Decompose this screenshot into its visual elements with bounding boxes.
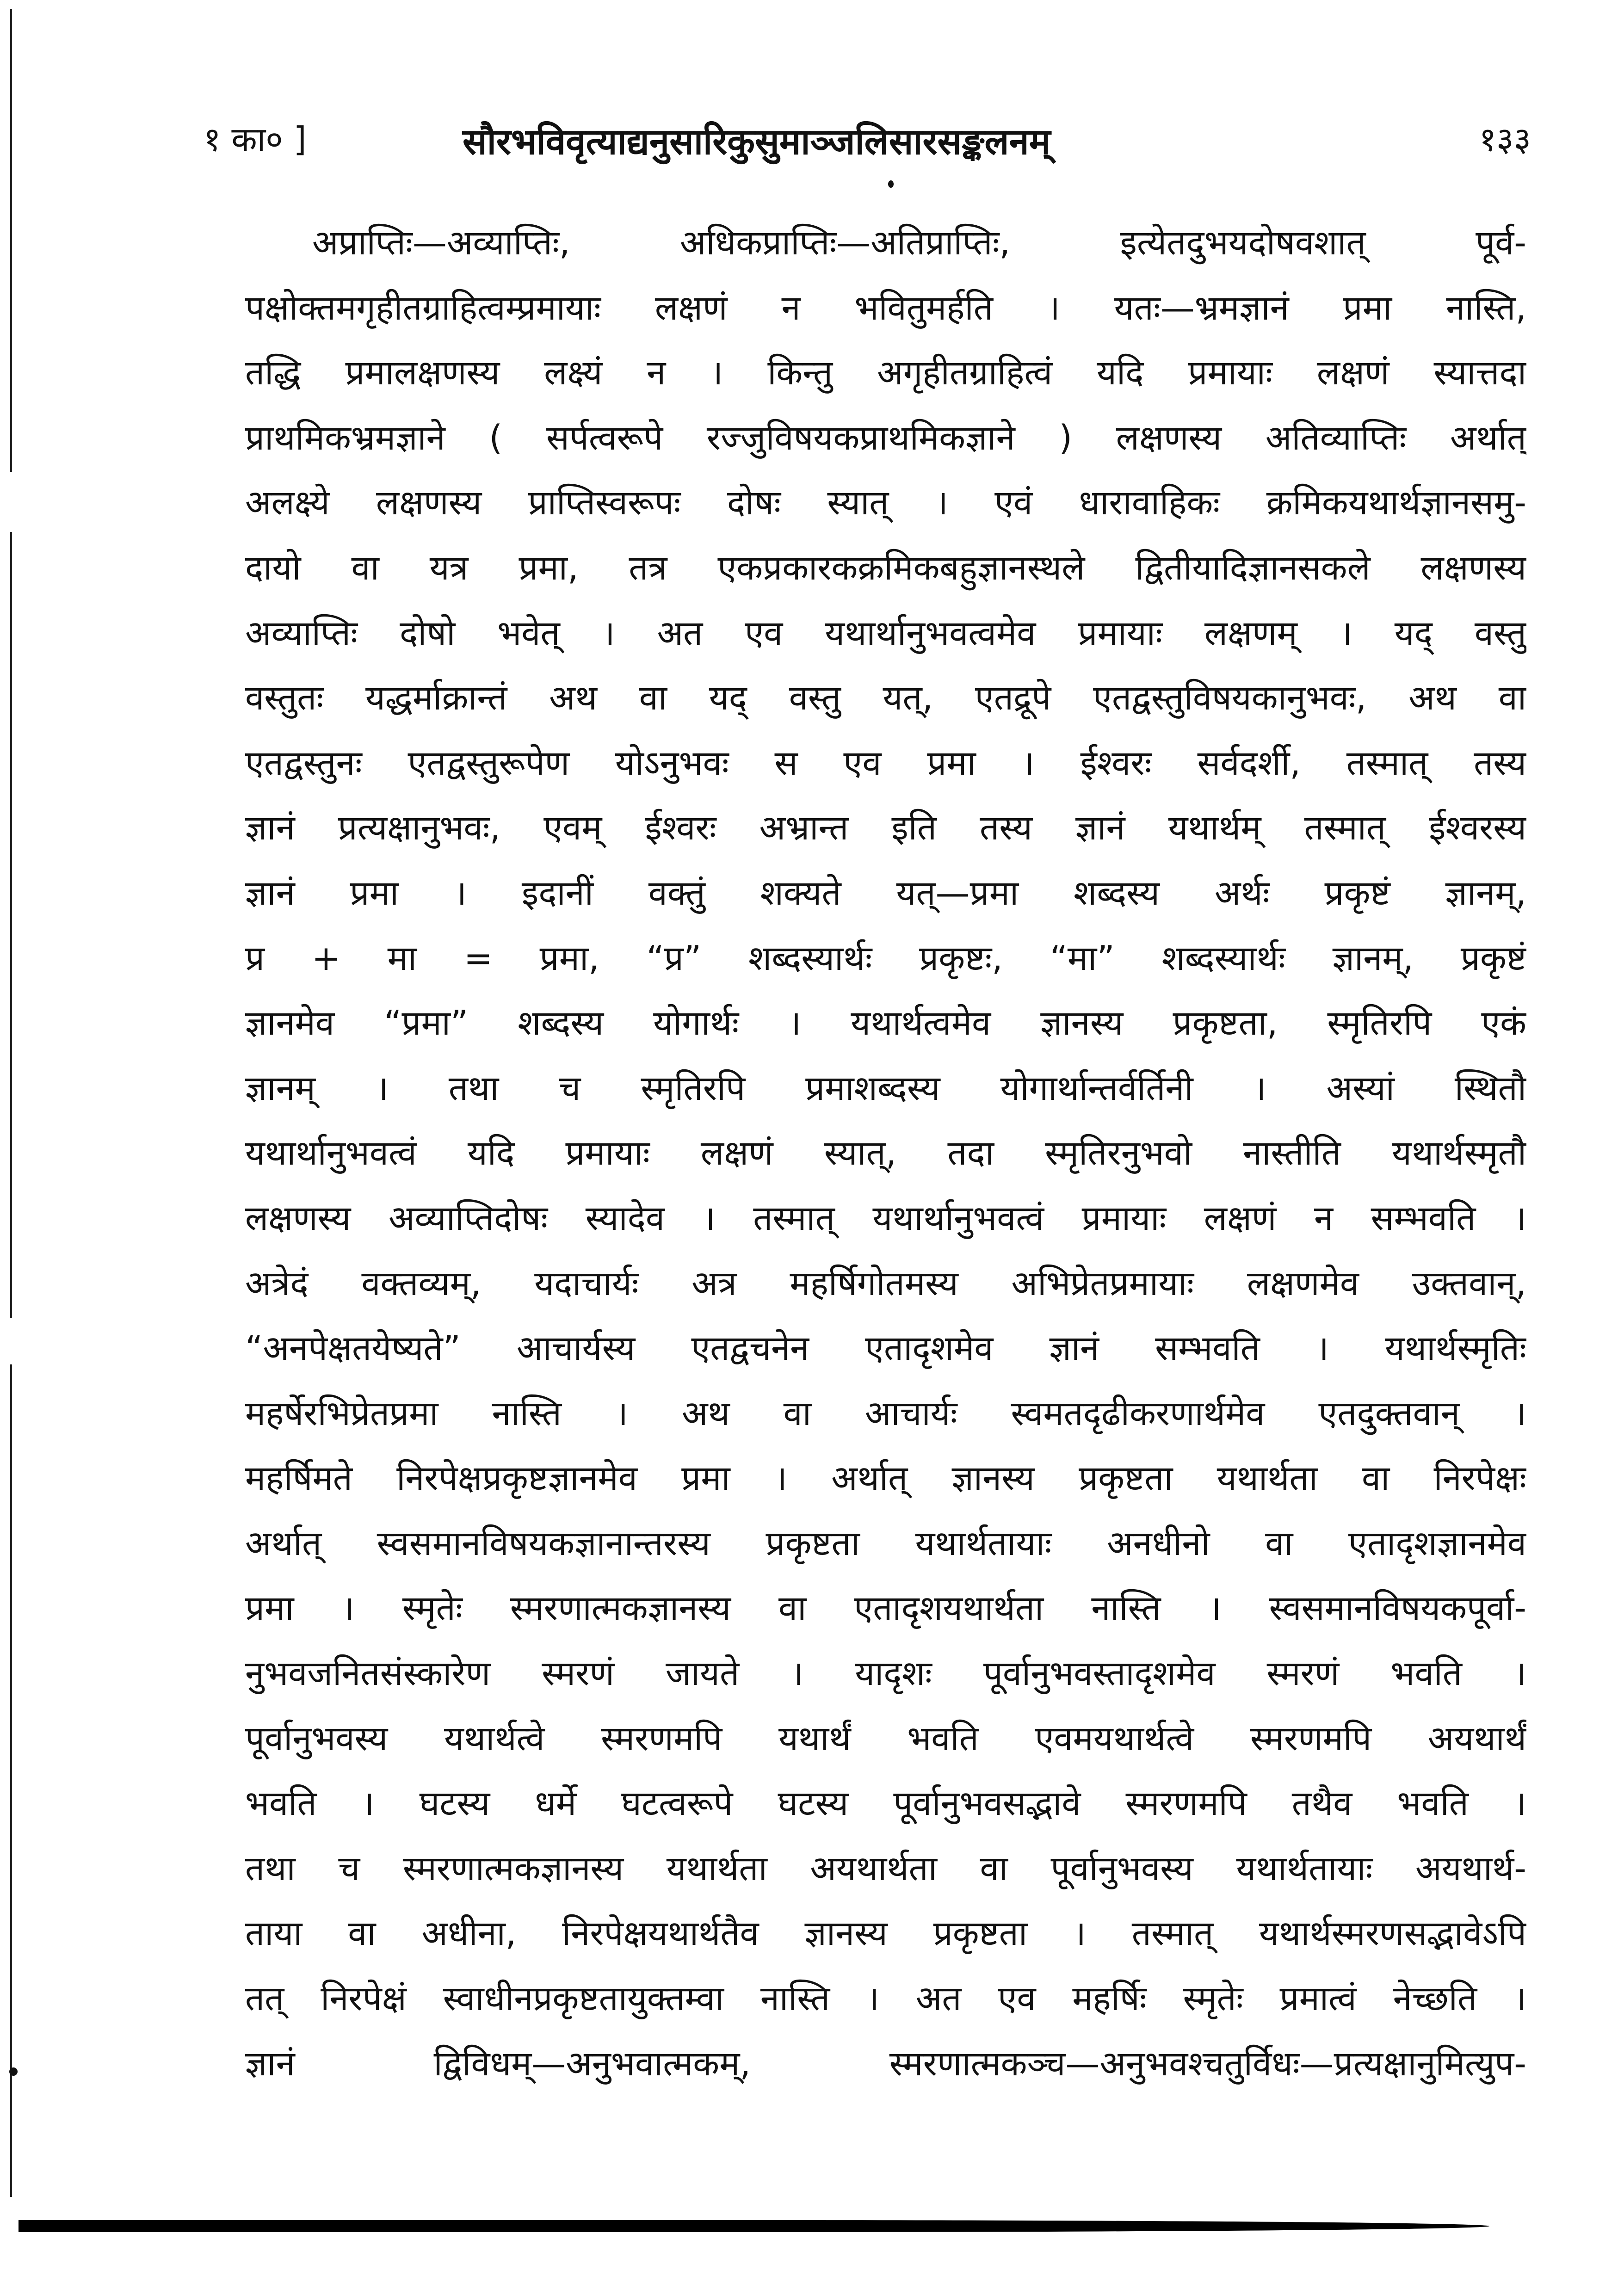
text-line: प्र + मा = प्रमा, “प्र” शब्दस्यार्थः प्रकृष्टः, “मा” शब्दस्यार्थः ज्ञानम्, प्रकृष्टं <box>245 938 1526 978</box>
text-line: अलक्ष्ये लक्षणस्य प्राप्तिस्वरूपः दोषः स्यात् । एवं धारावाहिकः क्रमिकयथार्थज्ञानसमु- <box>245 483 1526 523</box>
text-line: वस्तुतः यद्धर्माक्रान्तं अथ वा यद् वस्तु यत्, एतद्रूपे एतद्वस्तुविषयकानुभवः, अथ वा <box>245 678 1526 718</box>
scan-margin-mark <box>10 532 12 1318</box>
text-line: तद्धि प्रमालक्षणस्य लक्ष्यं न । किन्तु अगृहीतग्राहित्वं यदि प्रमायाः लक्षणं स्यात्तदा <box>245 353 1526 393</box>
text-line: ज्ञानं प्रत्यक्षानुभवः, एवम् ईश्वरः अभ्रान्त इति तस्य ज्ञानं यथार्थम् तस्मात् ईश्वरस्य <box>245 808 1526 848</box>
text-line: दायो वा यत्र प्रमा, तत्र एकप्रकारकक्रमिकबहुज्ञानस्थले द्वितीयादिज्ञानसकले लक्षणस्य <box>245 548 1526 588</box>
bottom-rule <box>19 2220 1489 2232</box>
text-line: ज्ञानं प्रमा । इदानीं वक्तुं शक्यते यत्—प्रमा शब्दस्य अर्थः प्रकृष्टं ज्ञानम्, <box>245 873 1526 913</box>
text-line: तथा च स्मरणात्मकज्ञानस्य यथार्थता अयथार्थता वा पूर्वानुभवस्य यथार्थतायाः अयथार्थ- <box>245 1848 1526 1888</box>
section-reference: १ का० ] <box>204 120 307 159</box>
text-line: भवति । घटस्य धर्मे घटत्वरूपे घटस्य पूर्वानुभवसद्भावे स्मरणमपि तथैव भवति । <box>245 1783 1526 1824</box>
text-line: अव्याप्तिः दोषो भवेत् । अत एव यथार्थानुभवत्वमेव प्रमायाः लक्षणम् । यद् वस्तु <box>245 613 1526 653</box>
running-header <box>204 116 1531 171</box>
text-line: ज्ञानं द्विविधम्—अनुभवात्मकम्, स्मरणात्मकञ्च—अनुभवश्चतुर्विधः—प्रत्यक्षानुमित्युप- <box>245 2043 1526 2084</box>
scan-speck <box>9 2067 18 2076</box>
text-line: प्राथमिकभ्रमज्ञाने ( सर्पत्वरूपे रज्जुविषयकप्राथमिकज्ञाने ) लक्षणस्य अतिव्याप्तिः अर्थात् <box>245 418 1526 458</box>
scan-margin-mark <box>10 9 12 472</box>
text-line: यथार्थानुभवत्वं यदि प्रमायाः लक्षणं स्यात्, तदा स्मृतिरनुभवो नास्तीति यथार्थस्मृतौ <box>245 1133 1526 1173</box>
text-line: “अनपेक्षतयेष्यते” आचार्यस्य एतद्वचनेन एतादृशमेव ज्ञानं सम्भवति । यथार्थस्मृतिः <box>245 1328 1526 1369</box>
text-line: अत्रेदं वक्तव्यम्, यदाचार्यः अत्र महर्षिगोतमस्य अभिप्रेतप्रमायाः लक्षणमेव उक्तवान्, <box>245 1263 1526 1303</box>
scan-speck <box>888 180 894 188</box>
text-line: पक्षोक्तमगृहीतग्राहित्वम्प्रमायाः लक्षणं न भवितुमर्हति । यतः—भ्रमज्ञानं प्रमा नास्ति, <box>245 288 1526 328</box>
text-line: ज्ञानम् । तथा च स्मृतिरपि प्रमाशब्दस्य योगार्थान्तर्वर्तिनी । अस्यां स्थितौ <box>245 1068 1526 1108</box>
page-number: १३३ <box>1479 120 1531 159</box>
text-line: एतद्वस्तुनः एतद्वस्तुरूपेण योऽनुभवः स एव प्रमा । ईश्वरः सर्वदर्शी, तस्मात् तस्य <box>245 743 1526 783</box>
text-line: महर्षेरभिप्रेतप्रमा नास्ति । अथ वा आचार्यः स्वमतदृढीकरणार्थमेव एतदुक्तवान् । <box>245 1393 1526 1433</box>
text-line: नुभवजनितसंस्कारेण स्मरणं जायते । यादृशः पूर्वानुभवस्तादृशमेव स्मरणं भवति । <box>245 1654 1526 1694</box>
text-line: प्रमा । स्मृतेः स्मरणात्मकज्ञानस्य वा एतादृशयथार्थता नास्ति । स्वसमानविषयकपूर्वा- <box>245 1588 1526 1629</box>
text-line: अर्थात् स्वसमानविषयकज्ञानान्तरस्य प्रकृष्टता यथार्थतायाः अनधीनो वा एतादृशज्ञानमेव <box>245 1523 1526 1563</box>
body-text <box>245 210 1526 2096</box>
text-line: अप्राप्तिः—अव्याप्तिः, अधिकप्राप्तिः—अतिप्राप्तिः, इत्येतदुभयदोषवशात् पूर्व- <box>312 223 1526 263</box>
text-line: तत् निरपेक्षं स्वाधीनप्रकृष्टतायुक्तम्वा नास्ति । अत एव महर्षिः स्मृतेः प्रमात्वं नेच्छति । <box>245 1979 1526 2019</box>
running-title: सौरभविवृत्याद्यनुसारिकुसुमाञ्जलिसारसङ्कलनम् <box>463 121 1051 163</box>
text-line: ज्ञानमेव “प्रमा” शब्दस्य योगार्थः । यथार्थत्वमेव ज्ञानस्य प्रकृष्टता, स्मृतिरपि एकं <box>245 1003 1526 1043</box>
text-line: महर्षिमते निरपेक्षप्रकृष्टज्ञानमेव प्रमा । अर्थात् ज्ञानस्य प्रकृष्टता यथार्थता वा निरपेक्षः <box>245 1458 1526 1499</box>
text-line: लक्षणस्य अव्याप्तिदोषः स्यादेव । तस्मात् यथार्थानुभवत्वं प्रमायाः लक्षणं न सम्भवति । <box>245 1198 1526 1238</box>
text-line: ताया वा अधीना, निरपेक्षयथार्थतैव ज्ञानस्य प्रकृष्टता । तस्मात् यथार्थस्मरणसद्भावेऽपि <box>245 1913 1526 1954</box>
text-line: पूर्वानुभवस्य यथार्थत्वे स्मरणमपि यथार्थं भवति एवमयथार्थत्वे स्मरणमपि अयथार्थं <box>245 1718 1526 1759</box>
